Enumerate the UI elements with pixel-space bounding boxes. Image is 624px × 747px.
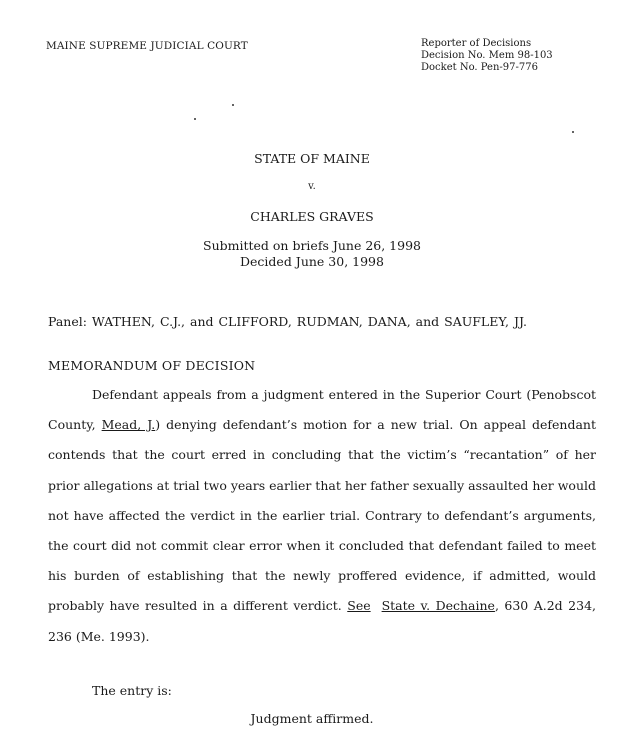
case-name: State v. Dechaine	[381, 598, 495, 614]
reporter-label: Reporter of Decisions	[421, 38, 532, 49]
see-signal: See	[347, 598, 371, 614]
memorandum-paragraph	[48, 380, 596, 652]
memorandum-title: MEMORANDUM OF DECISION	[48, 358, 256, 373]
paragraph-text-b: ) denying defendant’s motion for a new trial. On appeal defendant contends that the court erred in concluding that the victim’s “recantation” of her prior allegations at trial two years earlier that her father sexually assaulted her would not have affected the verdict in the earlier trial. Contrary to defendant’s arguments, the court did not commit clear error when it concluded that defendant failed to meet his burden of establishing that the newly proffered evidence, if admitted, would probably have resulted in a different verdict.	[48, 417, 596, 614]
decision-number: Decision No. Mem 98-103	[421, 50, 553, 61]
scan-speck	[194, 118, 196, 120]
panel-line: Panel: WATHEN, C.J., and CLIFFORD, RUDMAN, DANA, and SAUFLEY, JJ.	[48, 314, 527, 329]
judgment: Judgment affirmed.	[250, 711, 374, 726]
decided-date: Decided June 30, 1998	[240, 254, 384, 269]
case-citation: , 630 A.2d 234, 236 (Me. 1993).	[48, 598, 596, 644]
plaintiff-name: STATE OF MAINE	[254, 151, 370, 166]
scan-speck	[232, 104, 234, 106]
scan-speck	[572, 131, 574, 133]
judge-name: Mead, J.	[101, 417, 156, 433]
memorandum-body	[48, 380, 596, 652]
entry-label: The entry is:	[92, 683, 172, 698]
reporter-block	[421, 38, 553, 74]
court-name: MAINE SUPREME JUDICIAL COURT	[46, 40, 248, 52]
paragraph-text-a: Defendant appeals from a judgment entered in the Superior Court (Penobscot County,	[48, 387, 596, 433]
defendant-name: CHARLES GRAVES	[250, 209, 374, 224]
docket-number: Docket No. Pen-97-776	[421, 62, 538, 73]
submitted-date: Submitted on briefs June 26, 1998	[203, 238, 421, 253]
versus: v.	[308, 181, 316, 192]
